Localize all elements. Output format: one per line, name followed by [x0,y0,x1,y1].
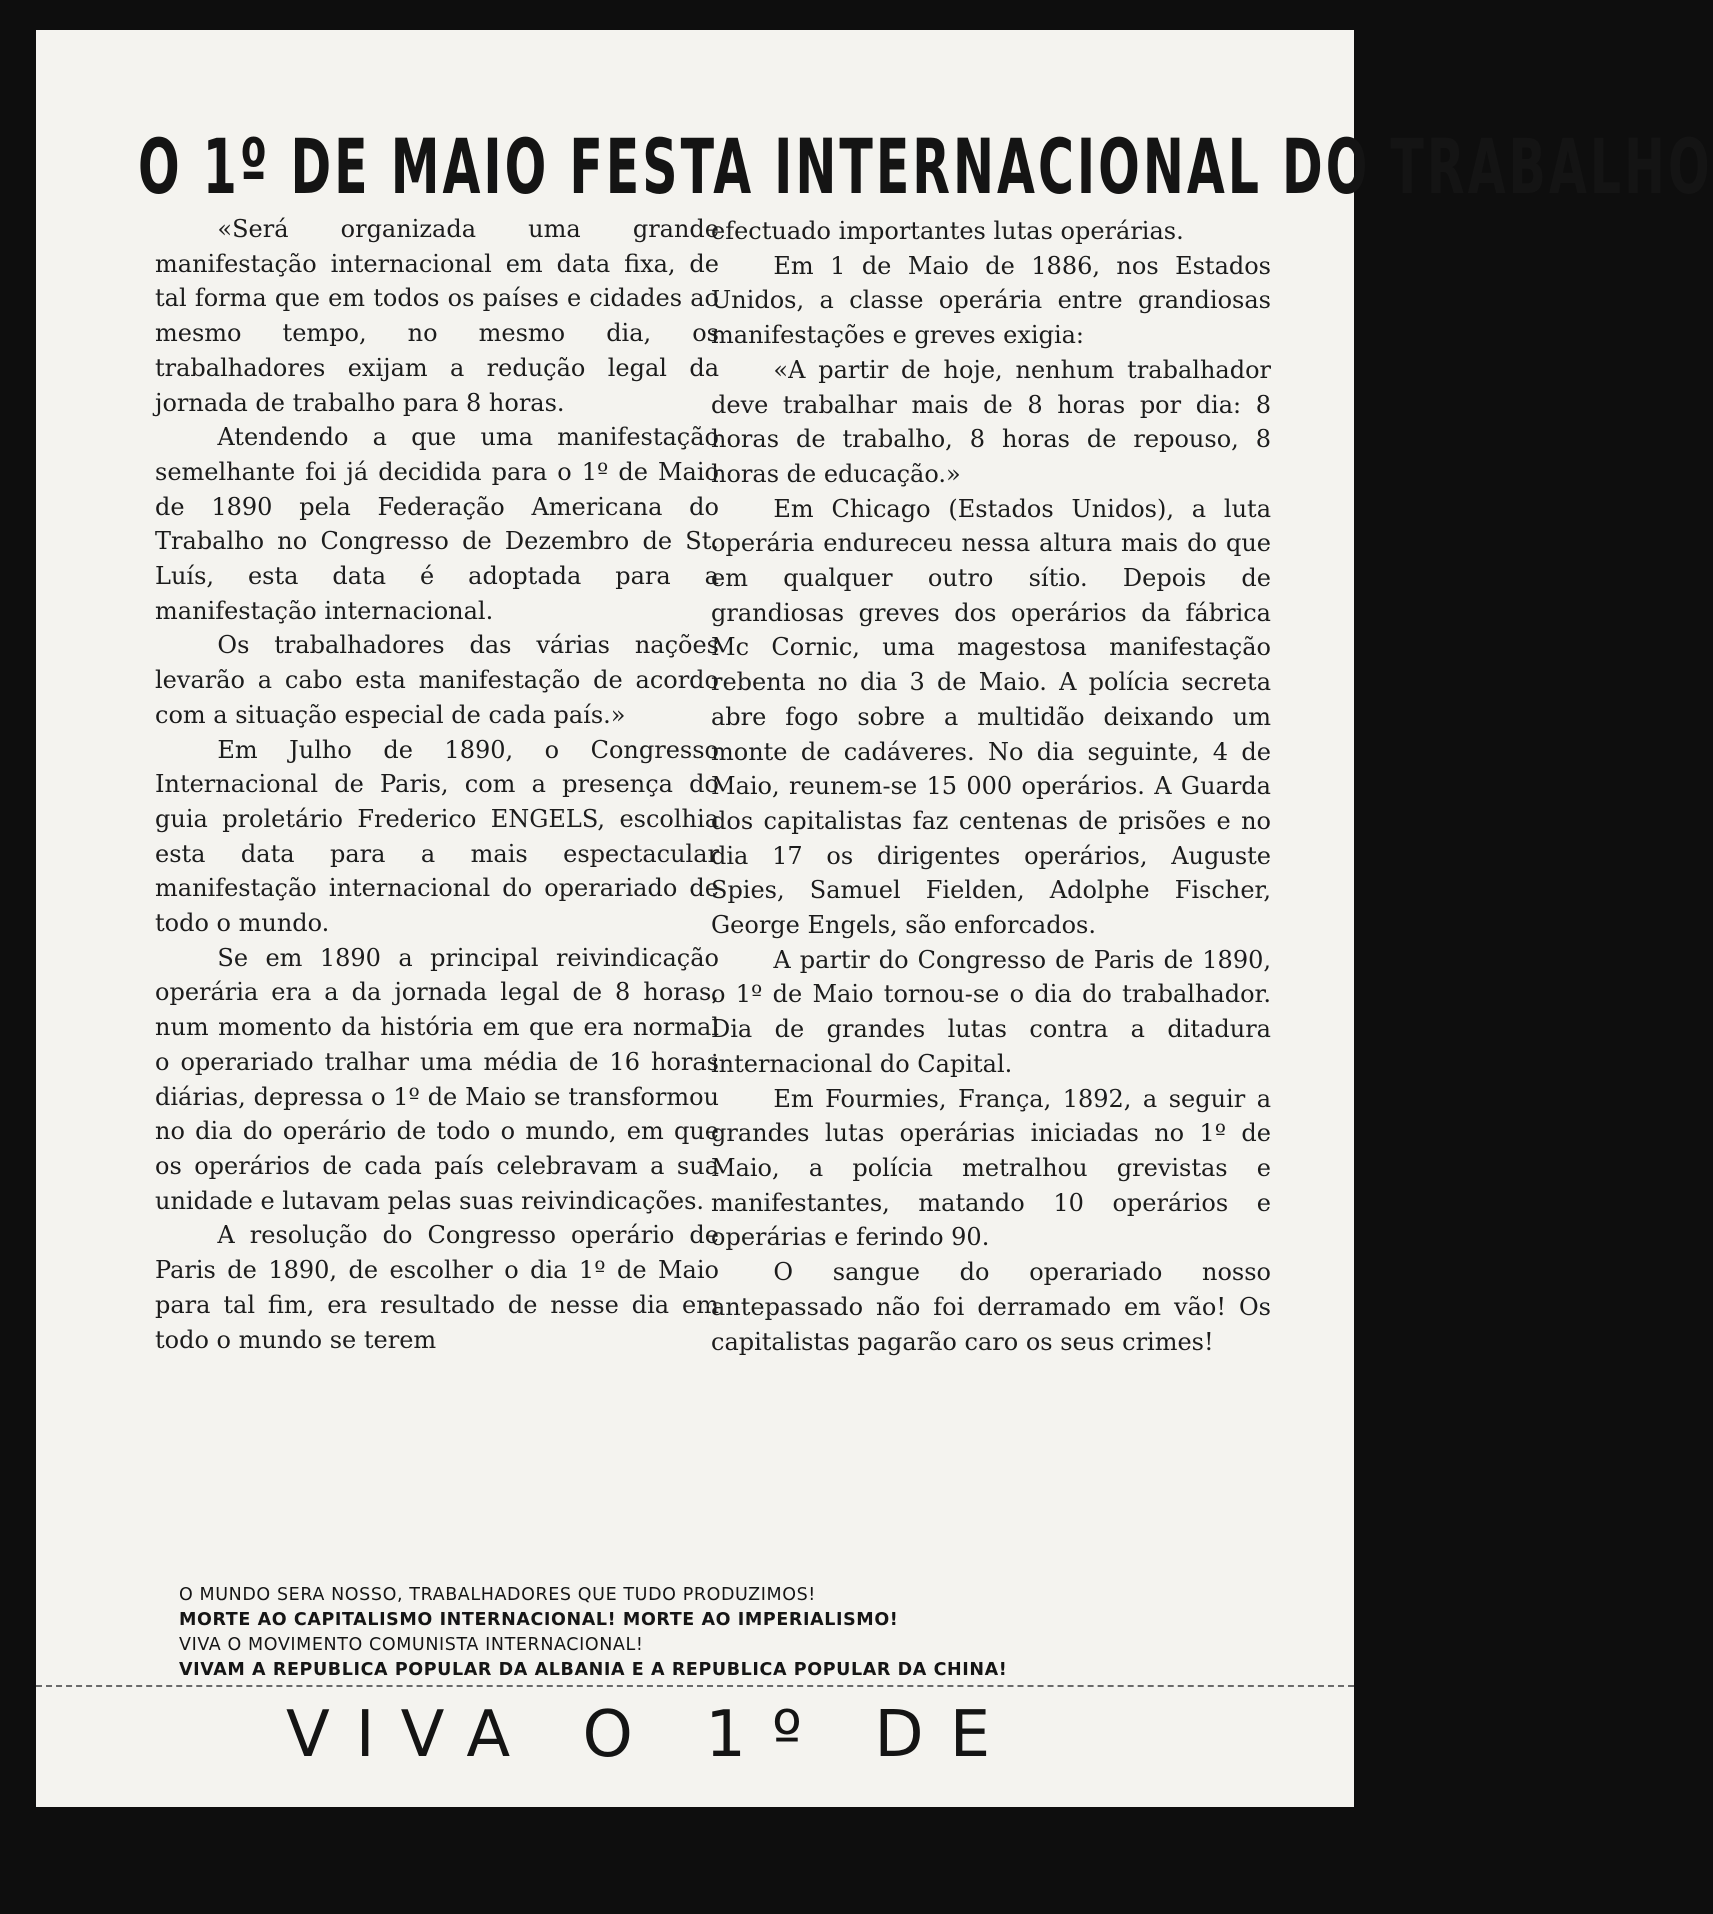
slogans-block [179,1583,1269,1683]
page-title: O 1º DE MAIO FESTA INTERNACIONAL DO TRABALHO [138,123,1713,212]
paragraph: Em Chicago (Estados Unidos), a luta operária endureceu nessa altura mais do que em qualquer outro sítio. Depois de grandiosas greves dos operários da fábrica Mc Cornic, uma magestosa manifestação rebenta no dia 3 de Maio. A polícia secreta abre fogo sobre a multidão deixando um monte de cadáveres. No dia seguinte, 4 de Maio, reunem-se 15 000 operários. A Guarda dos capitalistas faz centenas de prisões e no dia 17 os dirigentes operários, Auguste Spies, Samuel Fielden, Adolphe Fischer, George Engels, são enforcados. [711,494,1271,940]
paragraph: A partir do Congresso de Paris de 1890, o 1º de Maio tornou-se o dia do trabalhador. Dia de grandes lutas contra a ditadura internacional do Capital. [711,945,1271,1078]
slogan-line: VIVAM A REPUBLICA POPULAR DA ALBANIA E A REPUBLICA POPULAR DA CHINA! [179,1660,1008,1680]
slogan-line: MORTE AO CAPITALISMO INTERNACIONAL! MORTE AO IMPERIALISMO! [179,1610,899,1630]
paragraph: Em Fourmies, França, 1892, a seguir a grandes lutas operárias iniciadas no 1º de Maio, a polícia metralhou grevistas e manifestantes, matando 10 operários e operárias e ferindo 90. [711,1084,1271,1252]
paragraph: O sangue do operariado nosso antepassado não foi derramado em vão! Os capitalistas pagarão caro os seus crimes! [711,1258,1271,1356]
footer-banner: VIVA O 1º DE [286,1698,1017,1772]
paragraph-continuation: efectuado importantes lutas operárias. [711,217,1184,245]
paragraph: Atendendo a que uma manifestação semelhante foi já decidida para o 1º de Maio de 1890 pela Federação Americana do Trabalho no Congresso de Dezembro de St. Luís, esta data é adoptada para a manifestação internacional. [155,423,719,625]
paragraph: Em 1 de Maio de 1886, nos Estados Unidos, a classe operária entre grandiosas manifestações e greves exigia: [711,251,1271,350]
document-page [36,30,1713,1807]
paragraph: A resolução do Congresso operário de Paris de 1890, de escolher o dia 1º de Maio para tal fim, era resultado de nesse dia em todo o mundo se terem [155,1221,719,1354]
paragraph: Os trabalhadores das várias nações levarão a cabo esta manifestação de acordo com a situação especial de cada país.» [155,631,719,729]
paragraph: «Será organizada uma grande manifestação internacional em data fixa, de tal forma que em todos os países e cidades ao mesmo tempo, no mesmo dia, os trabalhadores exijam a redução legal da jornada de trabalho para 8 horas. [155,215,719,417]
paragraph: «A partir de hoje, nenhum trabalhador deve trabalhar mais de 8 horas por dia: 8 horas de trabalho, 8 horas de repouso, 8 horas de educação.» [711,355,1271,488]
paragraph: Se em 1890 a principal reivindicação operária era a da jornada legal de 8 horas, num momento da história em que era normal o operariado tralhar uma média de 16 horas diárias, depressa o 1º de Maio se transformou no dia do operário de todo o mundo, em que os operários de cada país celebravam a sua unidade e lutavam pelas suas reivindicações. [155,943,719,1215]
slogan-line: O MUNDO SERA NOSSO, TRABALHADORES QUE TUDO PRODUZIMOS! [179,1585,816,1605]
slogan-line: VIVA O MOVIMENTO COMUNISTA INTERNACIONAL! [179,1635,644,1655]
paragraph: Em Julho de 1890, o Congresso Internacional de Paris, com a presença do guia proletário Frederico ENGELS, escolhia esta data para a mais espectacular manifestação internacional do operariado de todo o mundo. [155,735,719,938]
